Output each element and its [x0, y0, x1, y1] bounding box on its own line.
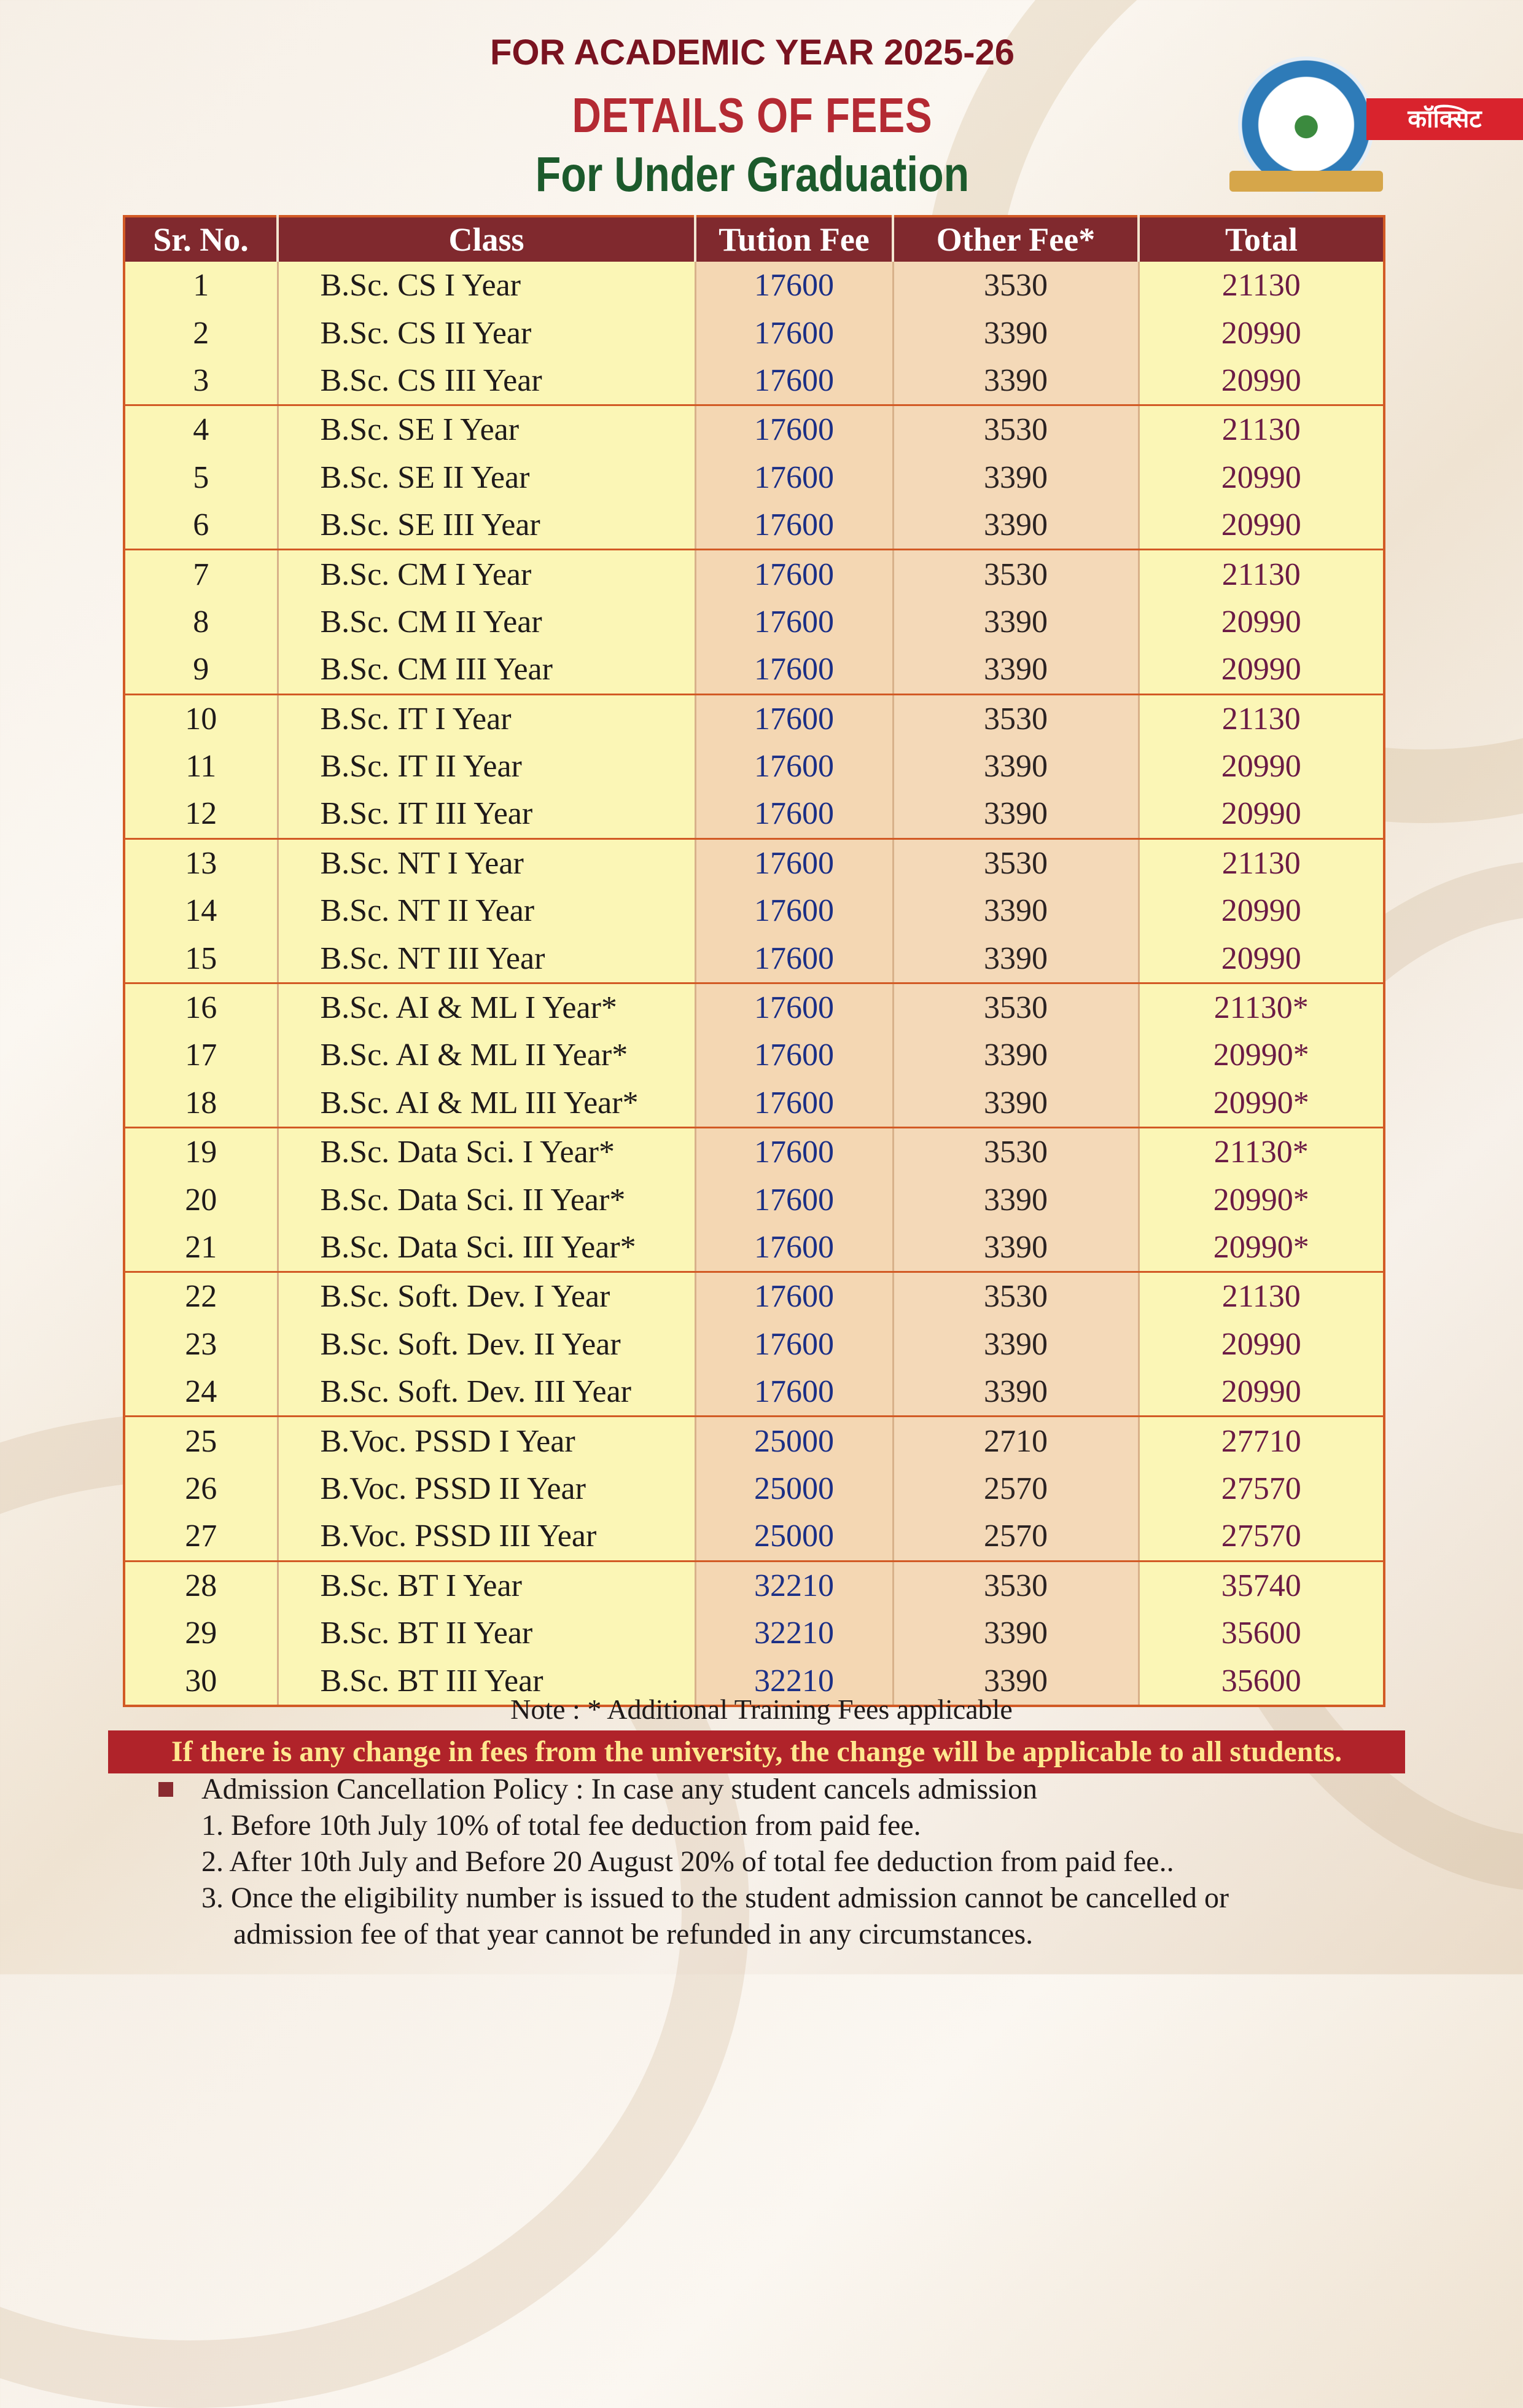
other-fee-cell: 3390 [893, 1031, 1139, 1079]
academic-year-heading: FOR ACADEMIC YEAR 2025-26 [489, 33, 1015, 72]
college-logo-icon [1242, 60, 1371, 189]
other-fee-cell: 3390 [893, 1224, 1139, 1272]
tution-fee-cell: 17600 [695, 1224, 893, 1272]
total-cell: 20990 [1139, 646, 1384, 694]
class-cell: B.Sc. CM II Year [278, 598, 695, 646]
column-header-tution-fee: Tution Fee [695, 216, 893, 262]
tution-fee-cell: 17600 [695, 983, 893, 1031]
page-title: DETAILS OF FEES [572, 88, 933, 143]
table-row [124, 1465, 1384, 1512]
tution-fee-cell: 25000 [695, 1465, 893, 1512]
class-cell: B.Sc. SE I Year [278, 405, 695, 454]
total-cell: 20990* [1139, 1176, 1384, 1223]
other-fee-cell: 3390 [893, 357, 1139, 405]
class-cell: B.Voc. PSSD III Year [278, 1512, 695, 1561]
total-cell: 21130 [1139, 1272, 1384, 1321]
class-cell: B.Sc. CS III Year [278, 357, 695, 405]
table-row [124, 309, 1384, 356]
column-header-sr-no: Sr. No. [124, 216, 278, 262]
sr-no-cell: 9 [124, 646, 278, 694]
table-body [124, 262, 1384, 1706]
tution-fee-cell: 17600 [695, 694, 893, 743]
other-fee-cell: 3390 [893, 646, 1139, 694]
tution-fee-cell: 32210 [695, 1657, 893, 1705]
table-row [124, 357, 1384, 405]
tution-fee-cell: 17600 [695, 887, 893, 934]
table-row [124, 501, 1384, 550]
tution-fee-cell: 17600 [695, 838, 893, 887]
sr-no-cell: 2 [124, 309, 278, 356]
total-cell: 20990 [1139, 1368, 1384, 1417]
total-cell: 21130 [1139, 550, 1384, 598]
other-fee-cell: 3390 [893, 1321, 1139, 1368]
other-fee-cell: 3390 [893, 1368, 1139, 1417]
policy-item-continuation: admission fee of that year cannot be refunded in any circumstances. [233, 1918, 1034, 1950]
total-cell: 27710 [1139, 1417, 1384, 1465]
other-fee-cell: 3390 [893, 887, 1139, 934]
other-fee-cell: 3390 [893, 1657, 1139, 1705]
class-cell: B.Sc. BT II Year [278, 1609, 695, 1657]
policy-item: 2. After 10th July and Before 20 August 20% of total fee deduction from paid fee.. [201, 1845, 1174, 1878]
column-header-other-fee: Other Fee* [893, 216, 1139, 262]
other-fee-cell: 3530 [893, 550, 1139, 598]
tution-fee-cell: 17600 [695, 309, 893, 356]
total-cell: 35740 [1139, 1561, 1384, 1609]
total-cell: 20990 [1139, 790, 1384, 838]
class-cell: B.Sc. SE III Year [278, 501, 695, 550]
class-cell: B.Sc. Data Sci. I Year* [278, 1128, 695, 1176]
sr-no-cell: 14 [124, 887, 278, 934]
sr-no-cell: 8 [124, 598, 278, 646]
tution-fee-cell: 17600 [695, 357, 893, 405]
total-cell: 20990 [1139, 598, 1384, 646]
table-row [124, 838, 1384, 887]
table-row [124, 262, 1384, 309]
tution-fee-cell: 17600 [695, 1128, 893, 1176]
class-cell: B.Sc. AI & ML III Year* [278, 1079, 695, 1128]
other-fee-cell: 2710 [893, 1417, 1139, 1465]
sr-no-cell: 18 [124, 1079, 278, 1128]
other-fee-cell: 3390 [893, 598, 1139, 646]
total-cell: 20990 [1139, 1321, 1384, 1368]
other-fee-cell: 3390 [893, 1609, 1139, 1657]
other-fee-cell: 2570 [893, 1465, 1139, 1512]
sr-no-cell: 26 [124, 1465, 278, 1512]
total-cell: 20990 [1139, 357, 1384, 405]
class-cell: B.Sc. Soft. Dev. III Year [278, 1368, 695, 1417]
tution-fee-cell: 17600 [695, 501, 893, 550]
policy-item: 3. Once the eligibility number is issued to the student admission cannot be cancelled or [201, 1882, 1229, 1914]
policy-item: 1. Before 10th July 10% of total fee deduction from paid fee. [201, 1809, 921, 1842]
total-cell: 20990 [1139, 743, 1384, 790]
sr-no-cell: 7 [124, 550, 278, 598]
tution-fee-cell: 32210 [695, 1609, 893, 1657]
sr-no-cell: 5 [124, 454, 278, 501]
sr-no-cell: 3 [124, 357, 278, 405]
table-row [124, 1224, 1384, 1272]
tution-fee-cell: 25000 [695, 1417, 893, 1465]
table-row [124, 1609, 1384, 1657]
sr-no-cell: 27 [124, 1512, 278, 1561]
sr-no-cell: 28 [124, 1561, 278, 1609]
class-cell: B.Sc. Data Sci. III Year* [278, 1224, 695, 1272]
table-row [124, 694, 1384, 743]
other-fee-cell: 3390 [893, 1079, 1139, 1128]
total-cell: 35600 [1139, 1609, 1384, 1657]
tution-fee-cell: 17600 [695, 1031, 893, 1079]
table-row [124, 743, 1384, 790]
total-cell: 20990 [1139, 887, 1384, 934]
table-row [124, 887, 1384, 934]
class-cell: B.Voc. PSSD II Year [278, 1465, 695, 1512]
tution-fee-cell: 32210 [695, 1561, 893, 1609]
table-row [124, 983, 1384, 1031]
tution-fee-cell: 17600 [695, 550, 893, 598]
other-fee-cell: 3530 [893, 1272, 1139, 1321]
other-fee-cell: 3530 [893, 1561, 1139, 1609]
sr-no-cell: 16 [124, 983, 278, 1031]
other-fee-cell: 3390 [893, 1176, 1139, 1223]
sr-no-cell: 21 [124, 1224, 278, 1272]
class-cell: B.Sc. CM I Year [278, 550, 695, 598]
sr-no-cell: 6 [124, 501, 278, 550]
table-row [124, 454, 1384, 501]
class-cell: B.Sc. IT II Year [278, 743, 695, 790]
table-row [124, 790, 1384, 838]
other-fee-cell: 3390 [893, 501, 1139, 550]
class-cell: B.Sc. CM III Year [278, 646, 695, 694]
tution-fee-cell: 17600 [695, 454, 893, 501]
policy-heading: Admission Cancellation Policy : In case any student cancels admission [201, 1773, 1038, 1805]
sr-no-cell: 10 [124, 694, 278, 743]
table-row [124, 1176, 1384, 1223]
other-fee-cell: 3530 [893, 405, 1139, 454]
class-cell: B.Sc. IT I Year [278, 694, 695, 743]
table-row [124, 1417, 1384, 1465]
total-cell: 20990 [1139, 309, 1384, 356]
sr-no-cell: 19 [124, 1128, 278, 1176]
other-fee-cell: 3530 [893, 262, 1139, 309]
square-bullet-icon [158, 1782, 173, 1797]
total-cell: 20990 [1139, 934, 1384, 983]
table-row [124, 1079, 1384, 1128]
sr-no-cell: 23 [124, 1321, 278, 1368]
table-row [124, 1368, 1384, 1417]
table-row [124, 1321, 1384, 1368]
tution-fee-cell: 17600 [695, 598, 893, 646]
tution-fee-cell: 17600 [695, 646, 893, 694]
class-cell: B.Sc. CS I Year [278, 262, 695, 309]
tution-fee-cell: 17600 [695, 1321, 893, 1368]
total-cell: 21130 [1139, 262, 1384, 309]
sr-no-cell: 17 [124, 1031, 278, 1079]
class-cell: B.Sc. BT I Year [278, 1561, 695, 1609]
total-cell: 20990 [1139, 501, 1384, 550]
total-cell: 27570 [1139, 1512, 1384, 1561]
total-cell: 35600 [1139, 1657, 1384, 1705]
college-tag: कॉक्सिट [1366, 98, 1523, 140]
other-fee-cell: 3390 [893, 790, 1139, 838]
sr-no-cell: 4 [124, 405, 278, 454]
total-cell: 21130* [1139, 1128, 1384, 1176]
class-cell: B.Sc. NT II Year [278, 887, 695, 934]
sr-no-cell: 22 [124, 1272, 278, 1321]
table-header-row [124, 216, 1384, 262]
tution-fee-cell: 17600 [695, 1176, 893, 1223]
column-header-total: Total [1139, 216, 1384, 262]
table-row [124, 1128, 1384, 1176]
table-row [124, 1031, 1384, 1079]
logo-emblem-icon [1277, 92, 1335, 150]
class-cell: B.Sc. AI & ML II Year* [278, 1031, 695, 1079]
sr-no-cell: 13 [124, 838, 278, 887]
tution-fee-cell: 17600 [695, 743, 893, 790]
class-cell: B.Sc. Data Sci. II Year* [278, 1176, 695, 1223]
sr-no-cell: 25 [124, 1417, 278, 1465]
logo-ribbon [1229, 171, 1383, 192]
column-header-class: Class [278, 216, 695, 262]
class-cell: B.Sc. NT I Year [278, 838, 695, 887]
class-cell: B.Sc. NT III Year [278, 934, 695, 983]
footnote: Note : * Additional Training Fees applicable [510, 1694, 1013, 1725]
class-cell: B.Sc. Soft. Dev. II Year [278, 1321, 695, 1368]
table-row [124, 1512, 1384, 1561]
class-cell: B.Voc. PSSD I Year [278, 1417, 695, 1465]
sr-no-cell: 12 [124, 790, 278, 838]
class-cell: B.Sc. CS II Year [278, 309, 695, 356]
sr-no-cell: 1 [124, 262, 278, 309]
sr-no-cell: 29 [124, 1609, 278, 1657]
table-row [124, 598, 1384, 646]
tution-fee-cell: 17600 [695, 790, 893, 838]
fee-table [123, 215, 1385, 1707]
sr-no-cell: 11 [124, 743, 278, 790]
tution-fee-cell: 25000 [695, 1512, 893, 1561]
total-cell: 20990* [1139, 1079, 1384, 1128]
other-fee-cell: 3390 [893, 934, 1139, 983]
tution-fee-cell: 17600 [695, 1368, 893, 1417]
sr-no-cell: 30 [124, 1657, 278, 1705]
class-cell: B.Sc. SE II Year [278, 454, 695, 501]
class-cell: B.Sc. BT III Year [278, 1657, 695, 1705]
tution-fee-cell: 17600 [695, 1272, 893, 1321]
other-fee-cell: 2570 [893, 1512, 1139, 1561]
total-cell: 21130 [1139, 405, 1384, 454]
table-row [124, 646, 1384, 694]
fee-change-banner: If there is any change in fees from the university, the change will be applicable to all students. [108, 1730, 1405, 1773]
other-fee-cell: 3530 [893, 983, 1139, 1031]
total-cell: 27570 [1139, 1465, 1384, 1512]
total-cell: 20990* [1139, 1031, 1384, 1079]
sr-no-cell: 15 [124, 934, 278, 983]
total-cell: 21130 [1139, 694, 1384, 743]
class-cell: B.Sc. AI & ML I Year* [278, 983, 695, 1031]
table-row [124, 550, 1384, 598]
other-fee-cell: 3390 [893, 743, 1139, 790]
other-fee-cell: 3530 [893, 694, 1139, 743]
other-fee-cell: 3390 [893, 309, 1139, 356]
table-row [124, 1272, 1384, 1321]
tution-fee-cell: 17600 [695, 262, 893, 309]
total-cell: 21130 [1139, 838, 1384, 887]
cancellation-policy [158, 1771, 1448, 1952]
sr-no-cell: 20 [124, 1176, 278, 1223]
page-subtitle: For Under Graduation [535, 147, 970, 201]
table-row [124, 1561, 1384, 1609]
tution-fee-cell: 17600 [695, 934, 893, 983]
other-fee-cell: 3530 [893, 838, 1139, 887]
sr-no-cell: 24 [124, 1368, 278, 1417]
total-cell: 21130* [1139, 983, 1384, 1031]
policy-heading-row [158, 1771, 1448, 1807]
other-fee-cell: 3390 [893, 454, 1139, 501]
other-fee-cell: 3530 [893, 1128, 1139, 1176]
total-cell: 20990 [1139, 454, 1384, 501]
tution-fee-cell: 17600 [695, 405, 893, 454]
table-row [124, 405, 1384, 454]
class-cell: B.Sc. Soft. Dev. I Year [278, 1272, 695, 1321]
total-cell: 20990* [1139, 1224, 1384, 1272]
table-row [124, 934, 1384, 983]
class-cell: B.Sc. IT III Year [278, 790, 695, 838]
tution-fee-cell: 17600 [695, 1079, 893, 1128]
